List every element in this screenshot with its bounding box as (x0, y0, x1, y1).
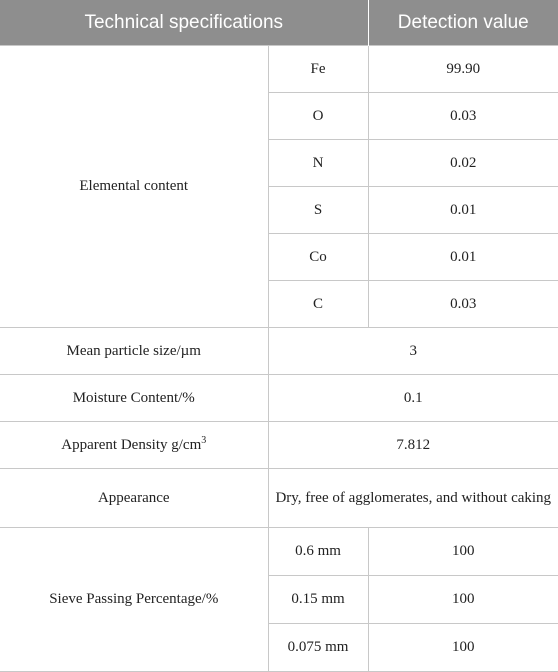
element-name: Fe (268, 46, 368, 93)
sieve-passing-label: Sieve Passing Percentage/% (0, 528, 268, 672)
table-row (0, 528, 558, 576)
element-name: C (268, 281, 368, 328)
elemental-content-label: Elemental content (0, 46, 268, 328)
table-row (0, 469, 558, 528)
table-row (0, 46, 558, 93)
mean-particle-size-label: Mean particle size/µm (0, 328, 268, 375)
element-value: 0.03 (368, 93, 558, 140)
sieve-size: 0.15 mm (268, 576, 368, 624)
element-value: 0.01 (368, 187, 558, 234)
moisture-content-value: 0.1 (268, 375, 558, 422)
moisture-content-label: Moisture Content/% (0, 375, 268, 422)
element-name: O (268, 93, 368, 140)
sieve-value: 100 (368, 576, 558, 624)
sieve-value: 100 (368, 528, 558, 576)
appearance-label: Appearance (0, 469, 268, 528)
density-unit-superscript: 3 (201, 434, 207, 446)
header-row (0, 0, 558, 46)
element-name: Co (268, 234, 368, 281)
header-technical-specifications: Technical specifications (0, 0, 368, 46)
table-row (0, 328, 558, 375)
element-name: S (268, 187, 368, 234)
apparent-density-text: Apparent Density g/cm (61, 436, 202, 453)
table-row (0, 375, 558, 422)
appearance-value: Dry, free of agglomerates, and without caking (268, 469, 558, 528)
apparent-density-value: 7.812 (268, 422, 558, 469)
sieve-value: 100 (368, 624, 558, 672)
table-row (0, 422, 558, 469)
sieve-size: 0.6 mm (268, 528, 368, 576)
sieve-size: 0.075 mm (268, 624, 368, 672)
element-value: 0.01 (368, 234, 558, 281)
element-value: 99.90 (368, 46, 558, 93)
header-detection-value: Detection value (368, 0, 558, 46)
element-value: 0.03 (368, 281, 558, 328)
element-value: 0.02 (368, 140, 558, 187)
apparent-density-label (0, 422, 268, 469)
element-name: N (268, 140, 368, 187)
mean-particle-size-value: 3 (268, 328, 558, 375)
